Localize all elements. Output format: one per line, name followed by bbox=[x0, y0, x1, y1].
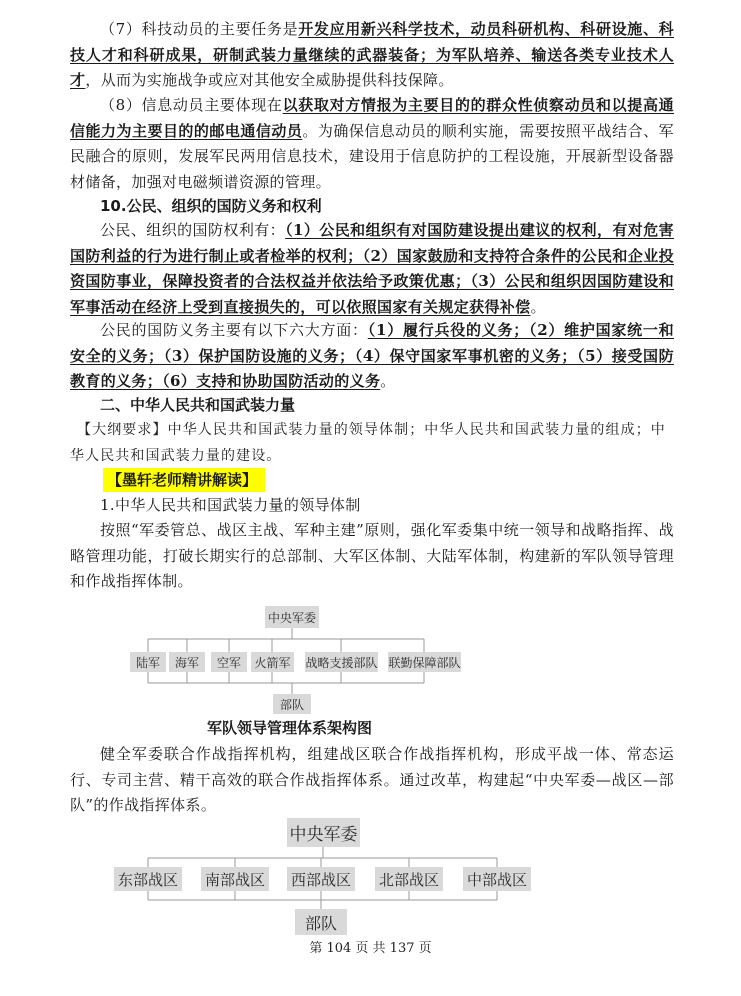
paragraph-lead: 公民、组织的国防权利有： bbox=[100, 221, 286, 239]
paragraph-tail: 。为确保信息动员的顺利实施，需要按照平战结合、军民融合的原则，发展军民两用信息技术，建设用于信息防护的工程设施，开展新型设备器材储备，加强对电磁频谱资源的管理。 bbox=[70, 121, 674, 191]
paragraph-lead: （8）信息动员主要体现在 bbox=[100, 96, 283, 114]
diagram-caption: 军队领导管理体系架构图 bbox=[207, 719, 373, 737]
paragraph-tail: 。 bbox=[530, 297, 546, 316]
paragraph-lead: （7）科技动员的主要任务是 bbox=[100, 20, 299, 38]
subheading-leadership-system: 1.中华人民共和国武装力量的领导体制 bbox=[100, 496, 361, 514]
paragraph-reform-principle: 按照“军委管总、战区主战、军种主建”原则，强化军委集中统一领导和战略指挥、战略管理功能，打破长期实行的总部制、大军区体制、大陆军体制，构建新的军队领导管理和作战指挥体制。 bbox=[70, 521, 674, 590]
diagram2-branch-node: 中部战区 bbox=[463, 867, 531, 891]
diagram2-branch-node: 西部战区 bbox=[287, 867, 355, 891]
diagram2-branch-node: 东部战区 bbox=[114, 867, 182, 891]
diagram1-branch-node: 联勤保障部队 bbox=[388, 652, 461, 672]
paragraph-tail: 。 bbox=[380, 372, 396, 390]
diagram1-branch-node: 战略支援部队 bbox=[305, 652, 378, 672]
paragraph-lead: 公民的国防义务主要有以下六大方面： bbox=[100, 321, 368, 339]
diagram2-top-node: 中央军委 bbox=[287, 818, 360, 847]
emphasis-text: （1）履行兵役的义务；（2）维护国家统一和安全的义务；（3）保护国防设施的义务；（4）保守国家军事机密的义务；（5）接受国防教育的义务；（6）支持和协助国防活动的义务 bbox=[70, 321, 674, 390]
emphasis-text: （1）公民和组织有对国防建设提出建议的权利，有对危害国防利益的行为进行制止或者检举的权利；（2）国家鼓励和支持符合条件的公民和企业投资国防事业，保障投资者的合法权益并依法给予政策优惠；（3）公民和组织因国防建设和军事活动在经济上受到直接损失的，可以依照国家有关规定获得补偿 bbox=[70, 221, 674, 316]
section-heading-2: 二、中华人民共和国武装力量 bbox=[100, 396, 296, 414]
page-footer: 第 104 页 共 137 页 bbox=[309, 941, 432, 956]
diagram1-top-node: 中央军委 bbox=[265, 606, 319, 628]
diagram2-bottom-node: 部队 bbox=[295, 909, 347, 935]
diagram1-branch-node: 陆军 bbox=[130, 652, 166, 672]
syllabus-requirements: 【大纲要求】中华人民共和国武装力量的领导体制；中华人民共和国武装力量的组成；中华人民共和国武装力量的建设。 bbox=[70, 422, 666, 464]
diagram1-branch-node: 海军 bbox=[169, 652, 205, 672]
diagram1-branch-node: 火箭军 bbox=[251, 652, 294, 672]
emphasis-text: 开发应用新兴科学技术，动员科研机构、科研设施、科技人才和科研成果，研制武装力量继续的武器装备；为军队培养、输送各类专业技术人才 bbox=[70, 20, 674, 89]
paragraph-joint-command: 健全军委联合作战指挥机构，组建战区联合作战指挥机构，形成平战一体、常态运行、专司主营、精干高效的联合作战指挥体系。通过改革，构建起“中央军委—战区—部队”的作战指挥体系。 bbox=[70, 745, 674, 814]
paragraph-tail: ，从而为实施战争或应对其他安全威胁提供科技保障。 bbox=[85, 71, 454, 89]
diagram2-branch-node: 南部战区 bbox=[201, 867, 269, 891]
teacher-explanation-label: 【墨轩老师精讲解读】 bbox=[103, 468, 265, 492]
diagram2-branch-node: 北部战区 bbox=[375, 867, 443, 891]
diagram1-bottom-node: 部队 bbox=[273, 694, 311, 714]
section-heading-10: 10.公民、组织的国防义务和权利 bbox=[100, 197, 322, 215]
diagram1-branch-node: 空军 bbox=[211, 652, 247, 672]
emphasis-text: 以获取对方情报为主要目的的群众性侦察动员和以提高通信能力为主要目的的邮电通信动员 bbox=[70, 96, 674, 140]
